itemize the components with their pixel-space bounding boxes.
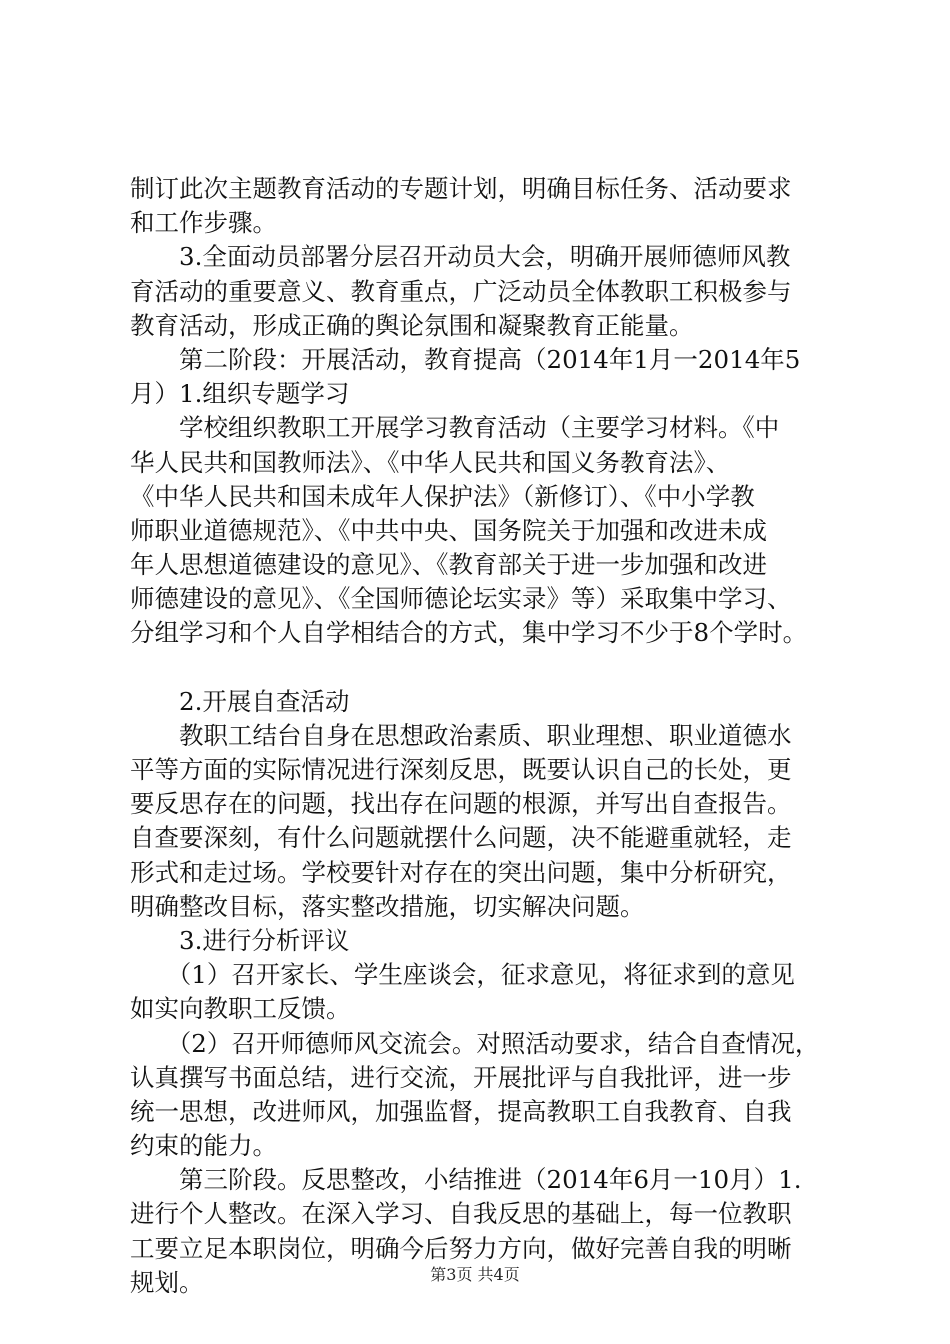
text-line: 进行个人整改。在深入学习、自我反思的基础上，每一位教职 [130, 1199, 792, 1229]
text-line: 3.全面动员部署分层召开动员大会，明确开展师德师风教 [130, 242, 791, 272]
text-line: 统一思想，改进师风，加强监督，提高教职工自我教育、自我 [130, 1096, 792, 1126]
text-line: 认真撰写书面总结，进行交流，开展批评与自我批评，进一步 [130, 1062, 792, 1092]
text-line: 教育活动，形成正确的舆论氛围和凝聚教育正能量。 [130, 310, 694, 340]
text-line: 规划。 [130, 1267, 204, 1297]
text-line: （2）召开师德师风交流会。对照活动要求，结合自查情况， [130, 1028, 820, 1058]
text-line: 学校组织教职工开展学习教育活动（主要学习材料。《中 [130, 413, 780, 443]
text-line: 华人民共和国教师法》、《中华人民共和国义务教育法》、 [130, 447, 731, 477]
text-line: 3.进行分析评议 [130, 925, 350, 955]
text-line: 年人思想道德建设的意见》、《教育部关于进一步加强和改进 [130, 550, 767, 580]
text-line: 2.开展自查活动 [130, 686, 350, 716]
text-line: 月）1.组织专题学习 [130, 379, 350, 409]
text-line: 《中华人民共和国未成年人保护法》（新修订）、《中小学教 [130, 481, 755, 511]
text-line: 约束的能力。 [130, 1131, 277, 1161]
text-line: 要反思存在的问题，找出存在问题的根源，并写出自查报告。 [130, 789, 792, 819]
text-line: 师职业道德规范》、《中共中央、国务院关于加强和改进未成 [130, 515, 767, 545]
text-line: （1）召开家长、学生座谈会，征求意见，将征求到的意见 [130, 960, 795, 990]
text-line: 教职工结台自身在思想政治素质、职业理想、职业道德水 [130, 720, 792, 750]
page-number-footer: 第3页 共4页 [430, 1265, 520, 1284]
text-line: 如实向教职工反馈。 [130, 994, 351, 1024]
text-line: 分组学习和个人自学相结合的方式，集中学习不少于8个学时。 [130, 618, 808, 648]
document-body [130, 172, 830, 1300]
text-line: 和工作步骤。 [130, 208, 277, 238]
text-line: 形式和走过场。学校要针对存在的突出问题，集中分析研究， [130, 857, 792, 887]
text-line: 师德建设的意见》、《全国师德论坛实录》等）采取集中学习、 [130, 584, 792, 614]
blank-line [130, 651, 830, 685]
text-line: 第三阶段。反思整改，小结推进（2014年6月一10月）1. [130, 1165, 802, 1195]
text-line: 制订此次主题教育活动的专题计划，明确目标任务、活动要求 [130, 174, 792, 203]
text-line: 育活动的重要意义、教育重点，广泛动员全体教职工积极参与 [130, 276, 792, 306]
text-line: 第二阶段：开展活动，教育提高（2014年1月一2014年5 [130, 344, 801, 374]
text-line: 明确整改目标，落实整改措施，切实解决问题。 [130, 891, 645, 921]
text-line: 工要立足本职岗位，明确今后努力方向，做好完善自我的明晰 [130, 1233, 792, 1263]
text-line: 平等方面的实际情况进行深刻反思，既要认识自己的长处，更 [130, 755, 792, 784]
text-line: 自查要深刻，有什么问题就摆什么问题，决不能避重就轻，走 [130, 823, 792, 853]
